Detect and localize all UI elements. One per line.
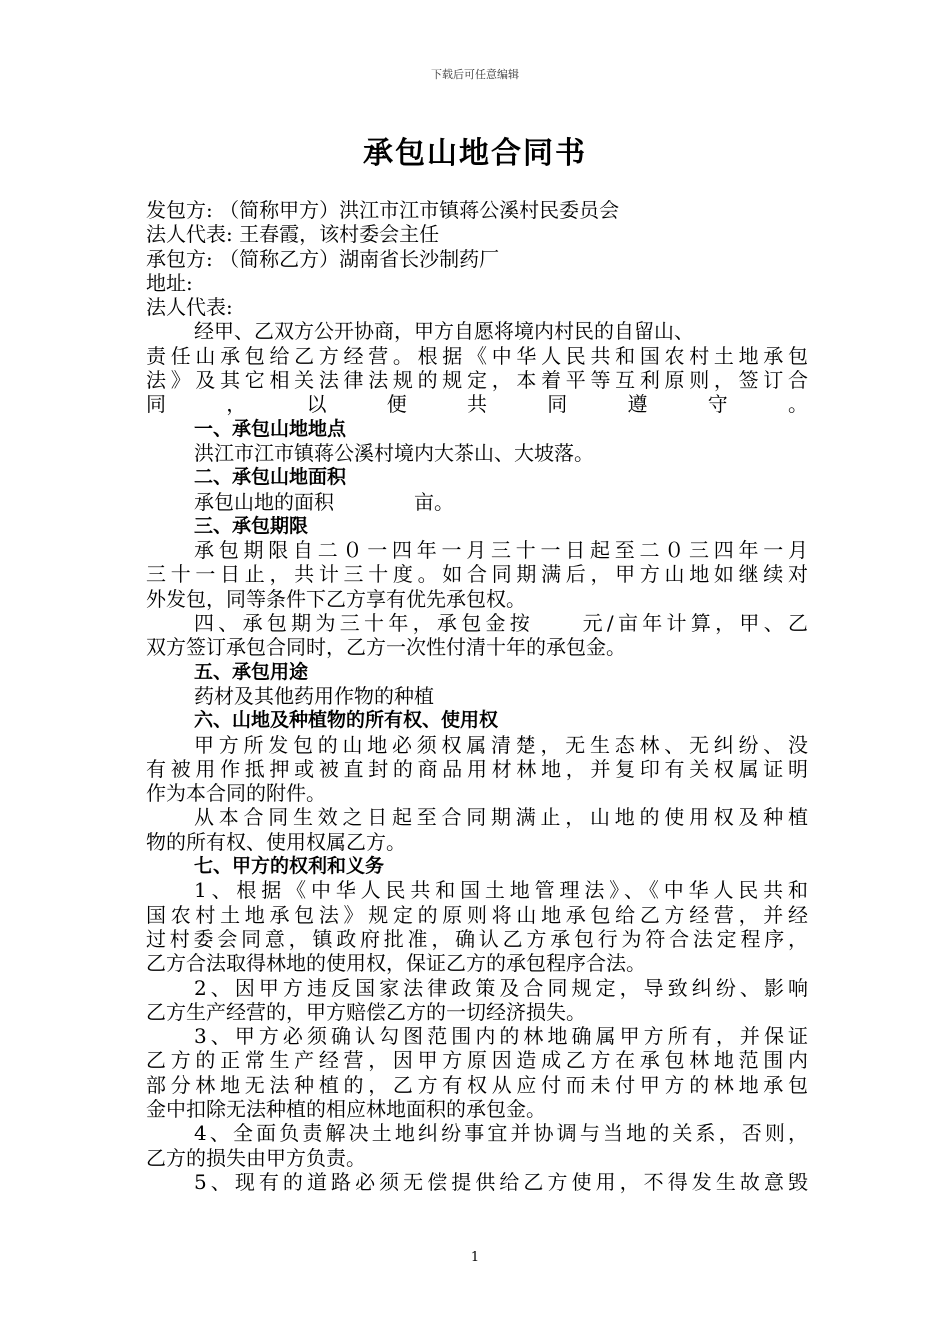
text-line: 承包期限自二０一四年一月三十一日起至二０三四年一月	[194, 538, 808, 563]
text-line: 2、因甲方违反国家法律政策及合同规定，导致纠纷、影响	[194, 975, 808, 1000]
text-line: 药材及其他药用作物的种植	[194, 683, 434, 708]
text-line: 乙方合法取得林地的使用权，保证乙方的承包程序合法。	[146, 951, 646, 976]
text-line: 国农村土地承包法》规定的原则将山地承包给乙方经营，并经	[146, 902, 808, 927]
text-line: 承包方: （简称乙方）湖南省长沙制药厂	[146, 246, 500, 271]
text-line: 发包方: （简称甲方）洪江市江市镇蒋公溪村民委员会	[146, 198, 620, 222]
page-number: 1	[470, 1250, 480, 1265]
text-line: 乙方的损失由甲方负责。	[146, 1145, 366, 1170]
text-line: 乙方生产经营的，甲方赔偿乙方的一切经济损失。	[146, 999, 586, 1024]
text-line: 作为本合同的附件。	[146, 781, 326, 806]
text-line: 双方签订承包合同时，乙方一次性付清十年的承包金。	[146, 635, 626, 660]
section-heading: 二、承包山地面积	[194, 466, 347, 489]
text-line: 物的所有权、使用权属乙方。	[146, 829, 406, 854]
header-note: 下载后可任意编辑	[431, 68, 519, 81]
text-line: 法人代表:	[146, 295, 233, 320]
text-line: 甲方所发包的山地必须权属清楚，无生态林、无纠纷、没	[194, 732, 808, 757]
contract-body	[146, 198, 808, 1194]
text-line: 1、根据《中华人民共和国土地管理法》、《中华人民共和	[194, 878, 808, 903]
text-line: 四、承包期为三十年，承包金按 元/亩年计算，甲、乙	[194, 611, 808, 636]
text-line: 从本合同生效之日起至合同期满止，山地的使用权及种植	[194, 805, 808, 830]
text-line: 同，以便共同遵守。	[146, 392, 808, 417]
text-line: 外发包，同等条件下乙方享有优先承包权。	[146, 586, 526, 611]
document-title: 承包山地合同书	[363, 136, 587, 171]
text-line: 经甲、乙双方公开协商，甲方自愿将境内村民的自留山、	[194, 319, 694, 344]
text-line: 有被用作抵押或被直封的商品用材林地，并复印有关权属证明	[146, 756, 808, 781]
text-line: 3、甲方必须确认勾图范围内的林地确属甲方所有，并保证	[194, 1024, 808, 1049]
section-heading: 七、甲方的权利和义务	[194, 855, 385, 878]
text-line: 法人代表: 王春霞，该村委会主任	[146, 222, 440, 247]
text-line: 4、全面负责解决土地纠纷事宜并协调与当地的关系，否则，	[194, 1121, 808, 1146]
text-line: 承包山地的面积 亩。	[194, 489, 454, 514]
section-heading: 六、山地及种植物的所有权、使用权	[194, 709, 499, 732]
section-heading: 五、承包用途	[194, 660, 309, 683]
text-line: 金中扣除无法种植的相应林地面积的承包金。	[146, 1096, 546, 1121]
section-heading: 一、承包山地地点	[194, 417, 347, 440]
text-line: 部分林地无法种植的，乙方有权从应付而未付甲方的林地承包	[146, 1072, 808, 1097]
text-line: 地址:	[146, 270, 193, 295]
text-line: 过村委会同意，镇政府批准，确认乙方承包行为符合法定程序，	[146, 926, 808, 951]
text-line: 法》及其它相关法律法规的规定，本着平等互利原则，签订合	[146, 368, 808, 393]
section-heading: 三、承包期限	[194, 514, 309, 537]
text-line: 乙方的正常生产经营，因甲方原因造成乙方在承包林地范围内	[146, 1048, 808, 1073]
text-line: 责任山承包给乙方经营。根据《中华人民共和国农村土地承包	[146, 343, 808, 368]
text-line: 三十一日止，共计三十度。如合同期满后，甲方山地如继续对	[146, 562, 808, 587]
text-line: 洪江市江市镇蒋公溪村境内大茶山、大坡落。	[194, 440, 594, 465]
text-line: 5、现有的道路必须无偿提供给乙方使用，不得发生故意毁	[194, 1169, 808, 1194]
